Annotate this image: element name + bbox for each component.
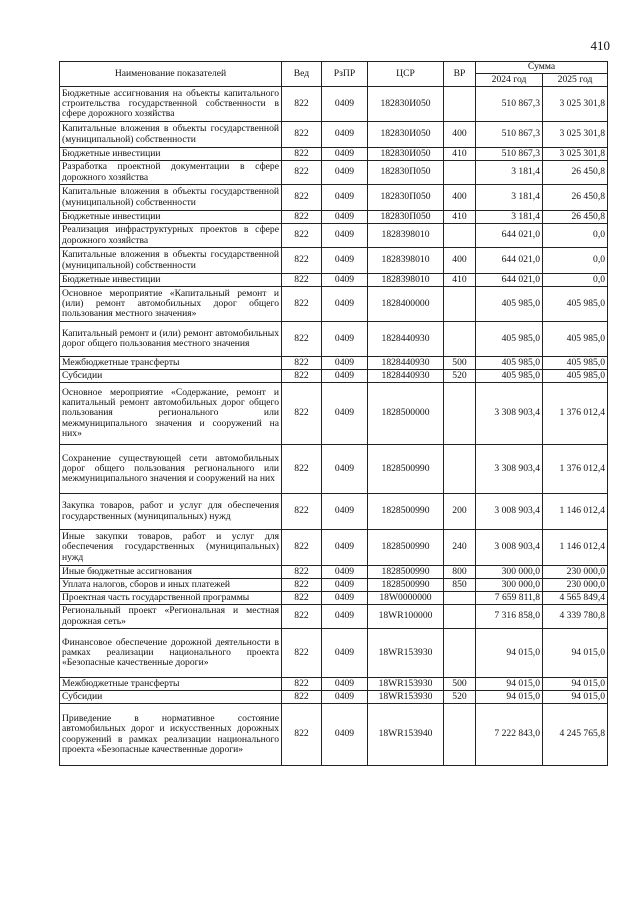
cell-csr: 1828500000: [368, 383, 444, 445]
cell-vr: 400: [444, 248, 476, 274]
cell-ved: 822: [282, 87, 322, 122]
cell-csr: 18WR153930: [368, 629, 444, 678]
cell-csr: 18W0000000: [368, 592, 444, 605]
cell-rzpr: 0409: [322, 122, 368, 148]
table-row: [60, 322, 608, 357]
cell-rzpr: 0409: [322, 704, 368, 766]
cell-vr: [444, 383, 476, 445]
cell-rzpr: 0409: [322, 322, 368, 357]
cell-name: Субсидии: [60, 691, 282, 704]
table-header: [60, 62, 608, 87]
cell-ved: 822: [282, 148, 322, 161]
table-row: [60, 629, 608, 678]
header-year-2024: 2024 год: [476, 74, 543, 87]
cell-ved: 822: [282, 678, 322, 691]
cell-sum-2025: 405 985,0: [543, 370, 608, 383]
cell-csr: 1828398010: [368, 248, 444, 274]
cell-csr: 1828440930: [368, 370, 444, 383]
header-sum: Сумма: [476, 62, 608, 74]
table-row: [60, 678, 608, 691]
cell-ved: 822: [282, 530, 322, 566]
cell-sum-2025: 1 376 012,4: [543, 383, 608, 445]
cell-name: Иные бюджетные ассигнования: [60, 566, 282, 579]
cell-csr: 1828500990: [368, 494, 444, 530]
table-row: [60, 691, 608, 704]
cell-rzpr: 0409: [322, 445, 368, 494]
cell-rzpr: 0409: [322, 148, 368, 161]
cell-rzpr: 0409: [322, 383, 368, 445]
cell-vr: 850: [444, 579, 476, 592]
cell-csr: 182830И050: [368, 122, 444, 148]
table-row: [60, 579, 608, 592]
cell-vr: 410: [444, 274, 476, 287]
cell-sum-2025: 1 146 012,4: [543, 494, 608, 530]
header-vr: ВР: [444, 62, 476, 87]
cell-vr: [444, 287, 476, 322]
table-row: [60, 248, 608, 274]
cell-sum-2024: 3 181,4: [476, 161, 543, 185]
table-row: [60, 445, 608, 494]
cell-name: Капитальный ремонт и (или) ремонт автомобильных дорог общего пользования местного значения: [60, 322, 282, 357]
cell-csr: 182830И050: [368, 87, 444, 122]
cell-ved: 822: [282, 248, 322, 274]
cell-sum-2025: 405 985,0: [543, 322, 608, 357]
cell-sum-2025: 94 015,0: [543, 678, 608, 691]
cell-rzpr: 0409: [322, 161, 368, 185]
header-name: Наименование показателей: [60, 62, 282, 87]
cell-sum-2024: 7 316 858,0: [476, 605, 543, 629]
cell-sum-2025: 405 985,0: [543, 287, 608, 322]
cell-name: Сохранение существующей сети автомобильных дорог общего пользования регионального или межмуниципального значения и сооружений на них: [60, 445, 282, 494]
cell-sum-2024: 3 008 903,4: [476, 494, 543, 530]
cell-ved: 822: [282, 185, 322, 211]
table-row: [60, 605, 608, 629]
table-row: [60, 704, 608, 766]
cell-name: Приведение в нормативное состояние автомобильных дорог и искусственных дорожных сооружений в рамках реализации национального проекта «Безопасные качественные дороги»: [60, 704, 282, 766]
header-year-2025: 2025 год: [543, 74, 608, 87]
cell-name: Бюджетные инвестиции: [60, 274, 282, 287]
cell-vr: [444, 629, 476, 678]
cell-name: Основное мероприятие «Содержание, ремонт и капитальный ремонт автомобильных дорог общего пользования регионального или межмуниципального значения и сооружений на них»: [60, 383, 282, 445]
cell-ved: 822: [282, 211, 322, 224]
cell-sum-2025: 26 450,8: [543, 211, 608, 224]
header-csr: ЦСР: [368, 62, 444, 87]
cell-rzpr: 0409: [322, 629, 368, 678]
cell-vr: 520: [444, 691, 476, 704]
cell-ved: 822: [282, 357, 322, 370]
table-row: [60, 592, 608, 605]
table-row: [60, 211, 608, 224]
table-row: [60, 224, 608, 248]
cell-ved: 822: [282, 287, 322, 322]
cell-name: Уплата налогов, сборов и иных платежей: [60, 579, 282, 592]
cell-vr: [444, 445, 476, 494]
cell-csr: 1828500990: [368, 445, 444, 494]
cell-csr: 1828500990: [368, 566, 444, 579]
cell-sum-2024: 644 021,0: [476, 274, 543, 287]
cell-rzpr: 0409: [322, 678, 368, 691]
cell-sum-2024: 3 181,4: [476, 211, 543, 224]
cell-name: Бюджетные инвестиции: [60, 148, 282, 161]
cell-ved: 822: [282, 383, 322, 445]
cell-sum-2024: 94 015,0: [476, 629, 543, 678]
cell-csr: 182830И050: [368, 148, 444, 161]
cell-vr: [444, 605, 476, 629]
cell-vr: [444, 592, 476, 605]
table-row: [60, 357, 608, 370]
cell-ved: 822: [282, 629, 322, 678]
cell-rzpr: 0409: [322, 530, 368, 566]
cell-name: Основное мероприятие «Капитальный ремонт и (или) ремонт автомобильных дорог общего пользования местного значения»: [60, 287, 282, 322]
cell-sum-2025: 26 450,8: [543, 185, 608, 211]
cell-rzpr: 0409: [322, 592, 368, 605]
cell-ved: 822: [282, 566, 322, 579]
cell-sum-2024: 510 867,3: [476, 148, 543, 161]
cell-name: Межбюджетные трансферты: [60, 678, 282, 691]
table-row: [60, 161, 608, 185]
cell-vr: [444, 704, 476, 766]
cell-rzpr: 0409: [322, 87, 368, 122]
cell-name: Бюджетные инвестиции: [60, 211, 282, 224]
cell-vr: 400: [444, 122, 476, 148]
cell-sum-2025: 3 025 301,8: [543, 148, 608, 161]
cell-sum-2025: 26 450,8: [543, 161, 608, 185]
cell-sum-2024: 7 659 811,8: [476, 592, 543, 605]
cell-ved: 822: [282, 704, 322, 766]
cell-name: Бюджетные ассигнования на объекты капитального строительства государственной собственности в сфере дорожного хозяйства: [60, 87, 282, 122]
cell-name: Финансовое обеспечение дорожной деятельности в рамках реализации национального проекта «Безопасные качественные дороги»: [60, 629, 282, 678]
cell-vr: [444, 322, 476, 357]
cell-name: Капитальные вложения в объекты государственной (муниципальной) собственности: [60, 122, 282, 148]
cell-csr: 1828398010: [368, 274, 444, 287]
cell-sum-2024: 644 021,0: [476, 224, 543, 248]
cell-vr: [444, 224, 476, 248]
cell-vr: 410: [444, 148, 476, 161]
cell-csr: 1828500990: [368, 579, 444, 592]
table-row: [60, 87, 608, 122]
cell-csr: 182830П050: [368, 211, 444, 224]
cell-sum-2024: 3 308 903,4: [476, 445, 543, 494]
cell-ved: 822: [282, 161, 322, 185]
budget-table: [59, 61, 608, 766]
cell-rzpr: 0409: [322, 211, 368, 224]
cell-sum-2025: 94 015,0: [543, 629, 608, 678]
cell-sum-2025: 4 565 849,4: [543, 592, 608, 605]
cell-name: Межбюджетные трансферты: [60, 357, 282, 370]
header-ved: Вед: [282, 62, 322, 87]
cell-name: Иные закупки товаров, работ и услуг для обеспечения государственных (муниципальных) нужд: [60, 530, 282, 566]
cell-sum-2025: 4 245 765,8: [543, 704, 608, 766]
cell-name: Региональный проект «Региональная и местная дорожная сеть»: [60, 605, 282, 629]
cell-csr: 1828440930: [368, 357, 444, 370]
table-row: [60, 530, 608, 566]
cell-rzpr: 0409: [322, 579, 368, 592]
table-row: [60, 148, 608, 161]
cell-csr: 18WR153930: [368, 678, 444, 691]
cell-sum-2024: 510 867,3: [476, 122, 543, 148]
cell-sum-2025: 0,0: [543, 224, 608, 248]
table-row: [60, 383, 608, 445]
cell-rzpr: 0409: [322, 605, 368, 629]
cell-rzpr: 0409: [322, 370, 368, 383]
cell-sum-2024: 644 021,0: [476, 248, 543, 274]
cell-ved: 822: [282, 579, 322, 592]
cell-vr: 800: [444, 566, 476, 579]
cell-ved: 822: [282, 370, 322, 383]
cell-rzpr: 0409: [322, 224, 368, 248]
cell-sum-2024: 405 985,0: [476, 357, 543, 370]
cell-ved: 822: [282, 592, 322, 605]
table-row: [60, 185, 608, 211]
table-body: [60, 87, 608, 766]
cell-sum-2024: 405 985,0: [476, 322, 543, 357]
table-row: [60, 274, 608, 287]
cell-vr: 240: [444, 530, 476, 566]
cell-sum-2025: 94 015,0: [543, 691, 608, 704]
cell-ved: 822: [282, 445, 322, 494]
cell-csr: 182830П050: [368, 161, 444, 185]
cell-vr: 500: [444, 357, 476, 370]
cell-sum-2025: 3 025 301,8: [543, 87, 608, 122]
cell-vr: 400: [444, 185, 476, 211]
cell-sum-2025: 1 376 012,4: [543, 445, 608, 494]
cell-rzpr: 0409: [322, 248, 368, 274]
cell-sum-2025: 230 000,0: [543, 579, 608, 592]
cell-sum-2024: 3 308 903,4: [476, 383, 543, 445]
cell-name: Проектная часть государственной программы: [60, 592, 282, 605]
cell-sum-2024: 7 222 843,0: [476, 704, 543, 766]
page-number: 410: [590, 38, 610, 53]
cell-name: Разработка проектной документации в сфере дорожного хозяйства: [60, 161, 282, 185]
cell-rzpr: 0409: [322, 357, 368, 370]
cell-sum-2025: 4 339 780,8: [543, 605, 608, 629]
table-row: [60, 122, 608, 148]
cell-rzpr: 0409: [322, 494, 368, 530]
cell-sum-2025: 0,0: [543, 274, 608, 287]
cell-csr: 182830П050: [368, 185, 444, 211]
cell-ved: 822: [282, 274, 322, 287]
cell-name: Капитальные вложения в объекты государственной (муниципальной) собственности: [60, 248, 282, 274]
cell-csr: 18WR100000: [368, 605, 444, 629]
cell-name: Капитальные вложения в объекты государственной (муниципальной) собственности: [60, 185, 282, 211]
cell-vr: [444, 161, 476, 185]
cell-name: Реализация инфраструктурных проектов в сфере дорожного хозяйства: [60, 224, 282, 248]
cell-sum-2024: 94 015,0: [476, 691, 543, 704]
cell-sum-2024: 3 008 903,4: [476, 530, 543, 566]
cell-ved: 822: [282, 605, 322, 629]
cell-vr: 410: [444, 211, 476, 224]
cell-ved: 822: [282, 322, 322, 357]
cell-rzpr: 0409: [322, 274, 368, 287]
cell-vr: 500: [444, 678, 476, 691]
cell-vr: [444, 87, 476, 122]
cell-sum-2024: 405 985,0: [476, 287, 543, 322]
table-row: [60, 370, 608, 383]
cell-csr: 1828500990: [368, 530, 444, 566]
cell-sum-2025: 230 000,0: [543, 566, 608, 579]
cell-sum-2024: 3 181,4: [476, 185, 543, 211]
cell-ved: 822: [282, 691, 322, 704]
cell-rzpr: 0409: [322, 287, 368, 322]
cell-csr: 18WR153940: [368, 704, 444, 766]
cell-sum-2025: 405 985,0: [543, 357, 608, 370]
cell-sum-2024: 300 000,0: [476, 566, 543, 579]
cell-name: Субсидии: [60, 370, 282, 383]
table-row: [60, 494, 608, 530]
cell-rzpr: 0409: [322, 691, 368, 704]
cell-ved: 822: [282, 494, 322, 530]
table-row: [60, 287, 608, 322]
cell-sum-2025: 1 146 012,4: [543, 530, 608, 566]
cell-sum-2024: 510 867,3: [476, 87, 543, 122]
cell-name: Закупка товаров, работ и услуг для обеспечения государственных (муниципальных) нужд: [60, 494, 282, 530]
cell-csr: 1828440930: [368, 322, 444, 357]
cell-ved: 822: [282, 122, 322, 148]
cell-sum-2024: 94 015,0: [476, 678, 543, 691]
header-rzpr: РзПР: [322, 62, 368, 87]
cell-ved: 822: [282, 224, 322, 248]
cell-csr: 1828398010: [368, 224, 444, 248]
cell-sum-2024: 300 000,0: [476, 579, 543, 592]
cell-vr: 520: [444, 370, 476, 383]
cell-rzpr: 0409: [322, 185, 368, 211]
cell-csr: 1828400000: [368, 287, 444, 322]
cell-vr: 200: [444, 494, 476, 530]
cell-sum-2024: 405 985,0: [476, 370, 543, 383]
table-row: [60, 566, 608, 579]
cell-sum-2025: 3 025 301,8: [543, 122, 608, 148]
cell-rzpr: 0409: [322, 566, 368, 579]
cell-csr: 18WR153930: [368, 691, 444, 704]
cell-sum-2025: 0,0: [543, 248, 608, 274]
